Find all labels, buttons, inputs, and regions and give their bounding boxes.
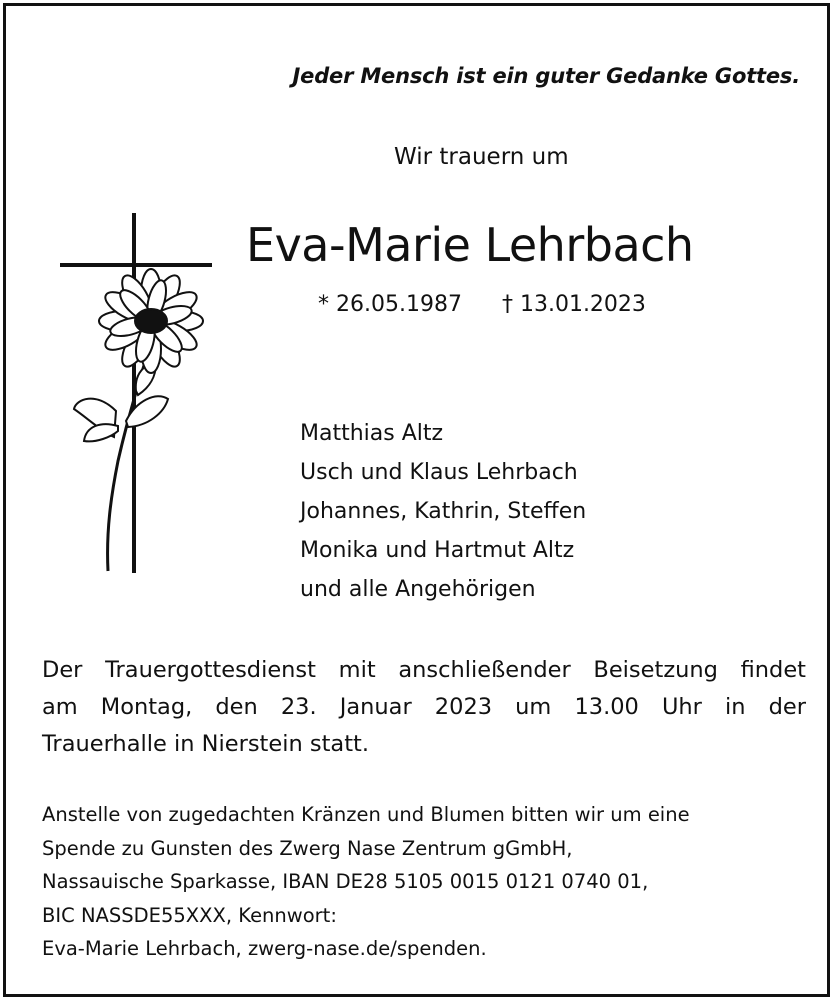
death-date: † 13.01.2023 — [501, 292, 646, 317]
mourner: Matthias Altz — [300, 421, 444, 446]
motto: Jeder Mensch ist ein guter Gedanke Gottes. — [292, 64, 800, 88]
service-line: am Montag, den 23. Januar 2023 um 13.00 Uhr in der — [42, 694, 806, 720]
donation-line: BIC NASSDE55XXX, Kennwort: — [42, 903, 337, 927]
donation-info — [42, 798, 690, 966]
cross-with-sunflower — [56, 211, 226, 581]
life-dates — [318, 292, 646, 317]
mourner: Johannes, Kathrin, Steffen — [300, 499, 587, 524]
birth-date: * 26.05.1987 — [318, 292, 462, 317]
donation-line: Eva-Marie Lehrbach, zwerg-nase.de/spenden. — [42, 937, 487, 960]
donation-line: Nassauische Sparkasse, IBAN DE28 5105 0015 0121 0740 01, — [42, 870, 649, 893]
sunflower-icon — [74, 269, 203, 571]
mourner: Usch und Klaus Lehrbach — [300, 460, 578, 485]
donation-line: Anstelle von zugedachten Kränzen und Blumen bitten wir um eine — [42, 803, 690, 826]
mourner: Monika und Hartmut Altz — [300, 538, 575, 563]
service-line: Der Trauergottesdienst mit anschließender Beisetzung findet — [42, 657, 806, 683]
service-info — [42, 652, 806, 763]
donation-line: Spende zu Gunsten des Zwerg Nase Zentrum gGmbH, — [42, 836, 573, 860]
service-line: Trauerhalle in Nierstein statt. — [42, 731, 369, 757]
intro-text: Wir trauern um — [394, 144, 569, 170]
mourner: und alle Angehörigen — [300, 577, 536, 602]
deceased-name: Eva-Marie Lehrbach — [246, 218, 694, 272]
mourners-list — [300, 414, 586, 609]
obituary-notice — [3, 3, 830, 997]
